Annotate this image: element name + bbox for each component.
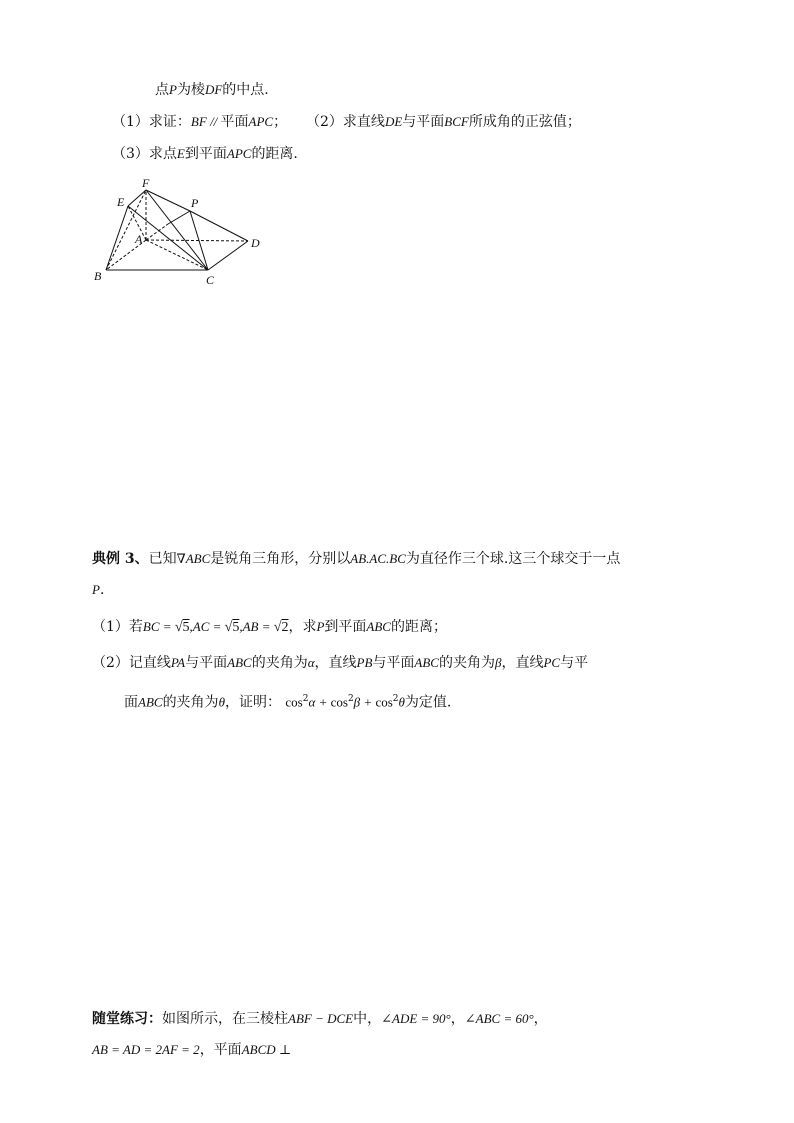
- sqrt-symbol: √: [224, 620, 233, 635]
- label-A: A: [135, 232, 143, 246]
- edge-FC: [146, 190, 208, 270]
- label-P: P: [191, 196, 199, 210]
- label-E: E: [117, 195, 125, 209]
- edge-PD: [190, 211, 248, 241]
- prev-line-1: 点P为棱DF的中点.: [155, 82, 269, 98]
- label-F: F: [142, 176, 150, 190]
- example3-statement-line1: 典例 3、已知∇ABC是锐角三角形，分别以AB.AC.BC为直径作三个球.这三个球交于一点: [92, 551, 621, 567]
- example3-question-2-line2: 面ABC的夹角为θ，证明： $\cos^2\alpha + \cos^2\beta + \cos^2\theta$为定值.: [124, 694, 452, 711]
- edge-AC: [146, 240, 208, 270]
- practice-title: 随堂练习：: [92, 1011, 162, 1027]
- edge-PA-solid: [168, 211, 190, 224]
- label-D: D: [251, 236, 260, 250]
- sqrt-symbol: √: [174, 620, 183, 635]
- edge-EF: [128, 190, 146, 206]
- example3-question-2-line1: （2）记直线PA与平面ABC的夹角为α，直线PB与平面ABC的夹角为β，直线PC与平: [92, 655, 589, 671]
- edge-BF: [106, 190, 146, 270]
- label-B: B: [94, 269, 102, 283]
- example3-statement-line2: P.: [92, 582, 105, 598]
- edge-DC: [208, 241, 248, 270]
- edge-BE: [106, 206, 128, 270]
- prev-question-3: （3）求点E到平面APC的距离.: [112, 146, 298, 162]
- geometry-figure: [88, 176, 278, 292]
- prev-questions-1-2: （1）求证：BF // 平面APC； （2）求直线DE与平面BCF所成角的正弦值；: [112, 114, 581, 130]
- example3-title: 典例 3、: [92, 551, 149, 567]
- edge-FP: [146, 190, 190, 211]
- sqrt-symbol: √: [273, 620, 282, 635]
- label-C: C: [206, 273, 215, 287]
- edge-AD: [146, 240, 248, 241]
- practice-line2: AB = AD = 2AF = 2，平面ABCD ⊥: [92, 1042, 292, 1058]
- practice-line1: 随堂练习：如图所示，在三棱柱ABF − DCE中，∠ADE = 90°，∠ABC = 60°，: [92, 1011, 548, 1027]
- example3-question-1: （1）若BC = √5,AC = √5,AB = √2，求P到平面ABC的距离；: [92, 619, 447, 635]
- edge-AP: [146, 224, 168, 240]
